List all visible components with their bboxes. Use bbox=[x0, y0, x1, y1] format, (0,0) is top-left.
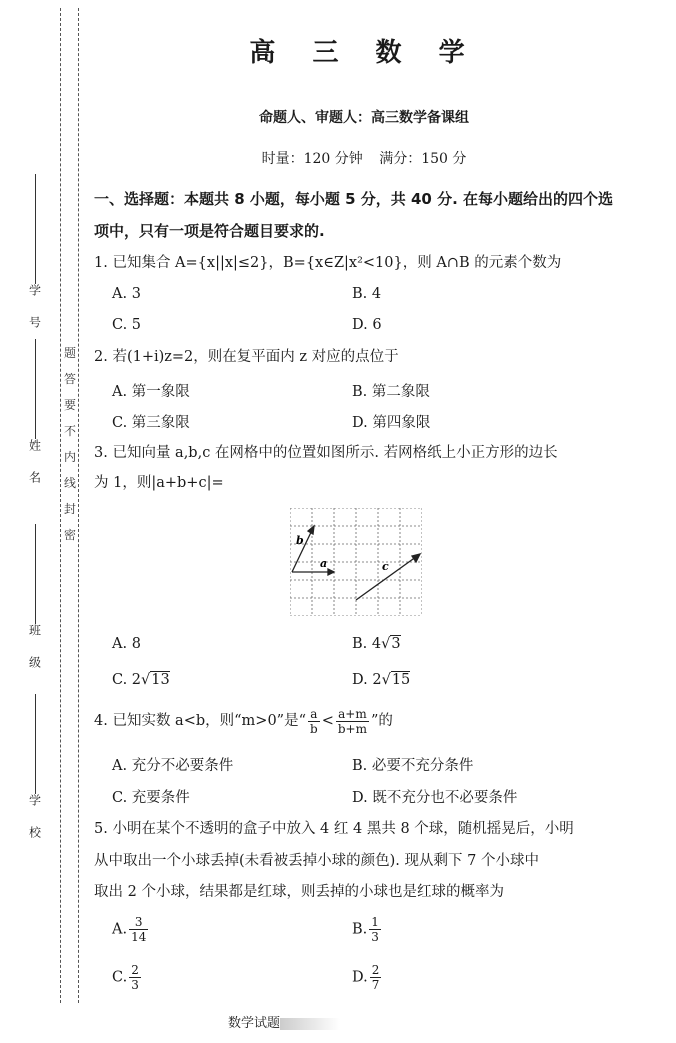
q4-option-b[interactable]: B. 必要不充分条件 bbox=[352, 758, 474, 774]
vector-a-label: a bbox=[320, 557, 328, 570]
vector-grid-figure bbox=[290, 508, 422, 616]
q3-option-b-radicand: 3 bbox=[391, 636, 401, 652]
vector-c-label: c bbox=[382, 560, 389, 573]
q4-stem: 4. 已知实数 a<b，则“m>0”是“ $\frac{a}{b}$ < $\frac{a+m}{b+m}$ ”的 bbox=[94, 706, 393, 736]
page-title: 高 三 数 学 bbox=[249, 38, 479, 68]
q1-option-a[interactable]: A. 3 bbox=[112, 286, 141, 302]
q5-stem-line2: 从中取出一个小球丢掉(未看被丢掉小球的颜色). 现从剩下 7 个小球中 bbox=[94, 853, 539, 869]
q3-option-c[interactable]: C. 2√13 bbox=[112, 672, 170, 688]
q3-option-a[interactable]: A. 8 bbox=[112, 636, 141, 652]
student-id-field[interactable] bbox=[20, 170, 50, 336]
q1-option-c[interactable]: C. 5 bbox=[112, 317, 142, 333]
class-label: 班 级 bbox=[27, 624, 42, 676]
q2-option-b[interactable]: B. 第二象限 bbox=[352, 384, 430, 400]
q5-option-c[interactable]: C. $\frac{2}{3}$ bbox=[112, 963, 139, 992]
student-id-label: 学 号 bbox=[27, 284, 42, 336]
q5-option-a[interactable]: A. $\frac{3}{14}$ bbox=[112, 915, 147, 944]
school-label: 学 校 bbox=[27, 794, 42, 846]
section-heading-2: 项中，只有一项是符合题目要求的. bbox=[94, 222, 325, 240]
q4-option-a[interactable]: A. 充分不必要条件 bbox=[112, 758, 234, 774]
section-heading-1: 一、选择题：本题共 8 小题，每小题 5 分，共 40 分. 在每小题给出的四个选 bbox=[94, 190, 614, 208]
q4-option-d[interactable]: D. 既不充分也不必要条件 bbox=[352, 790, 518, 806]
q1-option-d[interactable]: D. 6 bbox=[352, 317, 382, 333]
q2-option-d[interactable]: D. 第四象限 bbox=[352, 415, 431, 431]
seal-line-text: 题 答 要 不 内 线 封 密 bbox=[63, 346, 76, 542]
authors-line: 命题人、审题人：高三数学备课组 bbox=[259, 110, 469, 126]
q5-stem-line3: 取出 2 个小球，结果都是红球，则丢掉的小球也是红球的概率为 bbox=[94, 884, 504, 900]
name-label: 姓 名 bbox=[27, 439, 42, 491]
q3-option-d[interactable]: D. 2√15 bbox=[352, 672, 411, 688]
q5-option-b[interactable]: B. $\frac{1}{3}$ bbox=[352, 915, 379, 944]
q3-option-b[interactable]: B. 4√3 bbox=[352, 636, 401, 652]
q2-option-a[interactable]: A. 第一象限 bbox=[112, 384, 190, 400]
q3-option-c-radicand: 13 bbox=[151, 672, 170, 688]
q3-option-d-radicand: 15 bbox=[391, 672, 411, 688]
school-field[interactable] bbox=[20, 690, 50, 846]
vector-a-head bbox=[328, 569, 334, 575]
q5-option-d[interactable]: D. $\frac{2}{7}$ bbox=[352, 963, 380, 992]
timing-line bbox=[94, 148, 634, 168]
q4-fraction-2: $\frac{a+m}{b+m}$ bbox=[337, 706, 367, 736]
page-footer: 数学试题 bbox=[228, 1012, 340, 1031]
full-score: 满分：150 分 bbox=[379, 151, 467, 167]
vector-b-label: b bbox=[296, 534, 304, 547]
q2-option-c[interactable]: C. 第三象限 bbox=[112, 415, 190, 431]
binding-line-inner bbox=[78, 8, 79, 1003]
q1-stem: 1. 已知集合 A={x||x|≤2}，B={x∈Z|x²<10}，则 A∩B 的元素个数为 bbox=[94, 255, 562, 271]
name-field[interactable] bbox=[20, 335, 50, 491]
vector-c-head bbox=[412, 554, 420, 562]
binding-line-outer bbox=[60, 8, 61, 1003]
vector-b-head bbox=[308, 526, 314, 534]
q3-stem-line2: 为 1，则|a+b+c|= bbox=[94, 475, 224, 491]
q4-option-c[interactable]: C. 充要条件 bbox=[112, 790, 190, 806]
q2-stem: 2. 若(1+i)z=2，则在复平面内 z 对应的点位于 bbox=[94, 349, 399, 365]
q5-stem-line1: 5. 小明在某个不透明的盒子中放入 4 红 4 黑共 8 个球，随机摇晃后，小明 bbox=[94, 821, 574, 837]
q4-fraction-1: $\frac{a}{b}$ bbox=[310, 706, 318, 736]
duration: 时量：120 分钟 bbox=[261, 151, 363, 167]
q3-stem-line1: 3. 已知向量 a,b,c 在网格中的位置如图所示. 若网格纸上小正方形的边长 bbox=[94, 445, 558, 461]
class-field[interactable] bbox=[20, 520, 50, 676]
q1-option-b[interactable]: B. 4 bbox=[352, 286, 382, 302]
